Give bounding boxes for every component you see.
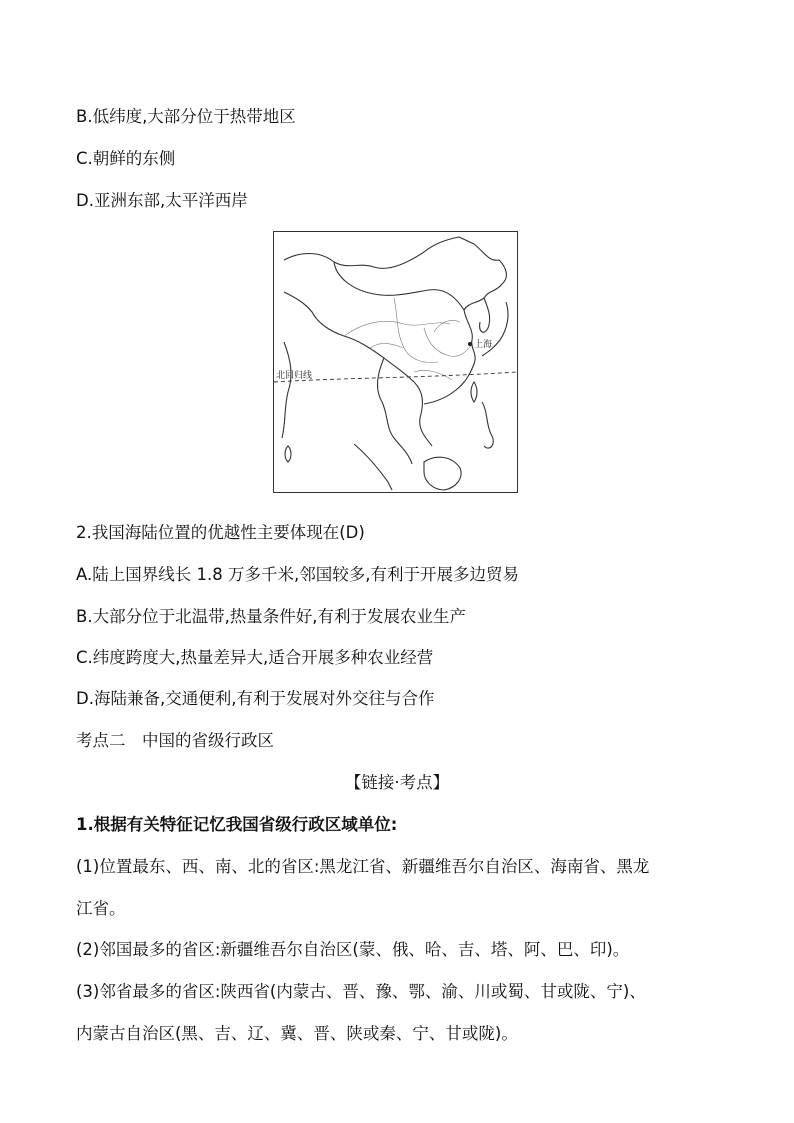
link-label: 【链接·考点】: [344, 773, 450, 792]
tropic-label: 北回归线: [276, 371, 313, 381]
q2-option-d: D.海陆兼备,交通便利,有利于发展对外交往与合作: [76, 689, 435, 708]
option-b: B.低纬度,大部分位于热带地区: [76, 107, 296, 126]
china-map: [273, 231, 518, 493]
content-p2: (2)邻国最多的省区:新疆维吾尔自治区(蒙、俄、哈、吉、塔、阿、巴、印)。: [76, 940, 630, 959]
content-p1-line2: 江省。: [76, 899, 126, 918]
content-p3-line2: 内蒙古自治区(黑、吉、辽、冀、晋、陕或秦、宁、甘或陇)。: [76, 1024, 518, 1043]
content-p1-line1: (1)位置最东、西、南、北的省区:黑龙江省、新疆维吾尔自治区、海南省、黑龙: [76, 857, 650, 876]
content-p3-line1: (3)邻省最多的省区:陕西省(内蒙古、晋、豫、鄂、渝、川或蜀、甘或陇、宁)、: [76, 982, 646, 1001]
map-drawing: [274, 232, 517, 492]
content-heading: 1.根据有关特征记忆我国省级行政区域单位:: [76, 815, 398, 834]
shanghai-marker: [468, 342, 472, 346]
q2-option-b: B.大部分位于北温带,热量条件好,有利于发展农业生产: [76, 607, 467, 626]
option-d: D.亚洲东部,太平洋西岸: [76, 191, 248, 210]
q2-stem: 2.我国海陆位置的优越性主要体现在(D): [76, 523, 365, 542]
q2-option-a: A.陆上国界线长 1.8 万多千米,邻国较多,有利于开展多边贸易: [76, 565, 519, 584]
section-title: 考点二 中国的省级行政区: [76, 731, 274, 750]
option-c: C.朝鲜的东侧: [76, 149, 176, 168]
q2-option-c: C.纬度跨度大,热量差异大,适合开展多种农业经营: [76, 648, 434, 667]
shanghai-label: 上海: [474, 340, 493, 350]
